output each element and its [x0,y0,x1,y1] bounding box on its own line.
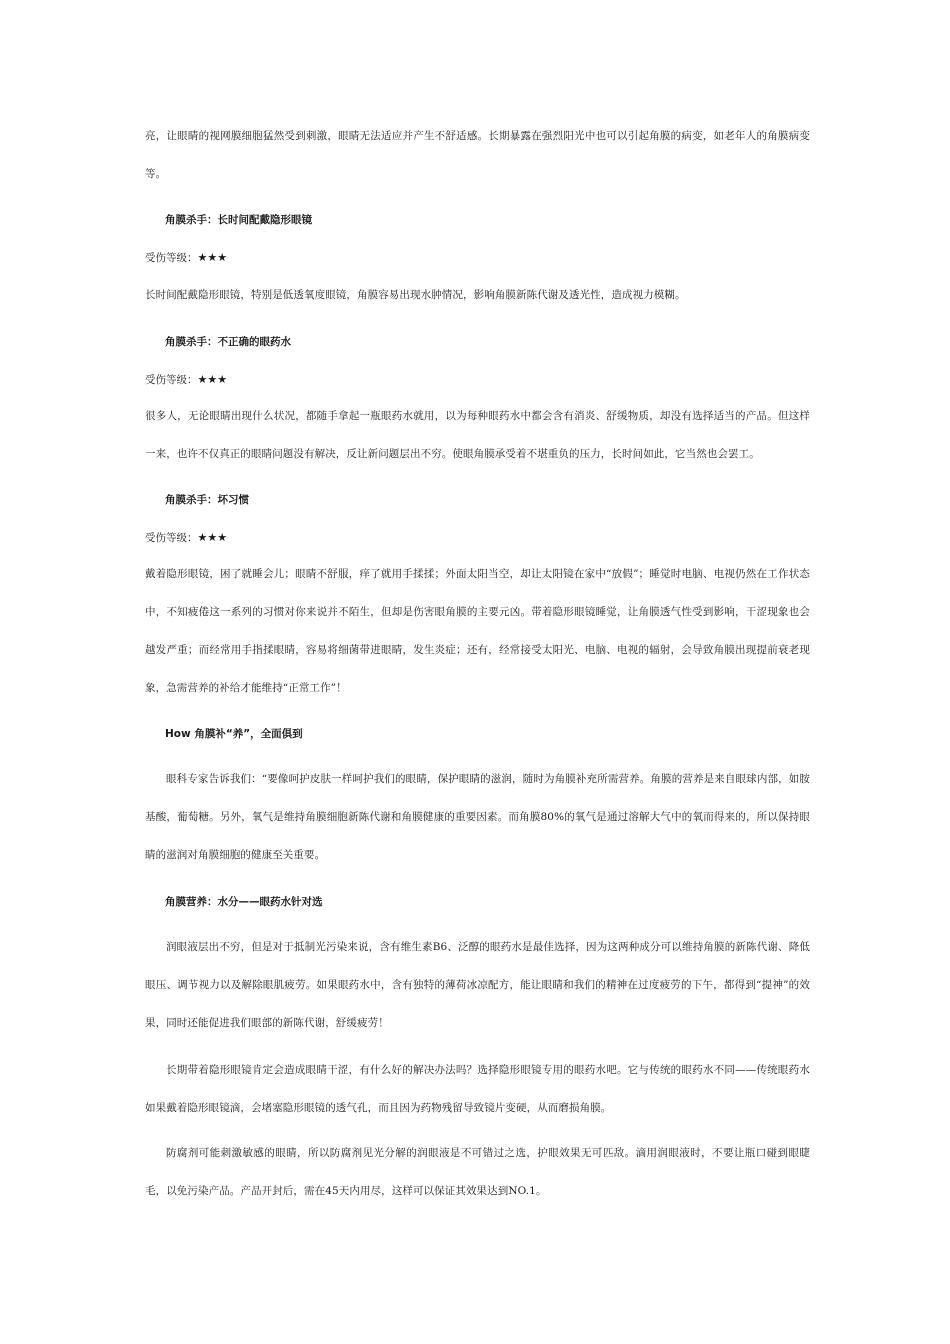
injury-rating-habits [145,528,810,548]
rating-label: 受伤等级： [145,252,198,264]
habits-paragraph: 戴着隐形眼镜，困了就睡会儿；眼睛不舒服，痒了就用手揉揉；外面太阳当空，却让太阳镜在家中“放假”；睡觉时电脑、电视仍然在工作状态中，不知疲倦这一系列的习惯对你来说并不陌生，但却是伤害眼角膜的主要元凶。带着隐形眼镜睡觉，让角膜透气性受到影响，干涩现象也会越发严重；而经常用手指揉眼睛，容易将细菌带进眼睛，发生炎症；还有，经常接受太阳光、电脑、电视的辐射，会导致角膜出现提前衰老现象，急需营养的补给才能维持“正常工作”！ [145,568,810,694]
rating-stars-icon: ★★★ [197,373,228,386]
rating-stars-icon: ★★★ [197,531,228,544]
water-paragraph-3: 防腐剂可能刺激敏感的眼睛，所以防腐剂见光分解的润眼液是不可错过之选，护眼效果无可匹敌。滴用润眼液时，不要让瓶口碰到眼睫毛，以免污染产品。产品开封后，需在45天内用尽，这样可以保证其效果达到NO.1。 [145,1147,810,1197]
rating-label: 受伤等级： [145,374,198,386]
injury-rating-contacts [145,248,810,268]
intro-paragraph: 亮，让眼睛的视网膜细胞猛然受到刺激，眼睛无法适应并产生不舒适感。长期暴露在强烈阳光中也可以引起角膜的病变，如老年人的角膜病变等。 [145,130,810,180]
section-heading-habits: 角膜杀手：坏习惯 [165,494,249,506]
water-paragraph-2: 长期带着隐形眼镜肯定会造成眼睛干涩，有什么好的解决办法吗？选择隐形眼镜专用的眼药水吧。它与传统的眼药水不同——传统眼药水如果戴着隐形眼镜滴，会堵塞隐形眼镜的透气孔，而且因为药物残留导致镜片变硬，从而磨损角膜。 [145,1064,810,1114]
contacts-paragraph: 长时间配戴隐形眼镜，特别是低透氧度眼镜，角膜容易出现水肿情况，影响角膜新陈代谢及透光性，造成视力模糊。 [145,289,686,301]
eyedrops-paragraph: 很多人，无论眼睛出现什么状况，都随手拿起一瓶眼药水就用，以为每种眼药水中都会含有消炎、舒缓物质，却没有选择适当的产品。但这样一来，也许不仅真正的眼睛问题没有解决，反让新问题层出不穷。使眼角膜承受着不堪重负的压力，长时间如此，它当然也会罢工。 [145,410,810,460]
rating-stars-icon: ★★★ [197,251,228,264]
how-paragraph: 眼科专家告诉我们：“要像呵护皮肤一样呵护我们的眼睛，保护眼睛的滋润，随时为角膜补充所需营养。角膜的营养是来自眼球内部，如胺基酸，葡萄糖。另外，氧气是维持角膜细胞新陈代谢和角膜健康的重要因素。而角膜80%的氧气是通过溶解大气中的氧而得来的，所以保持眼睛的滋润对角膜细胞的健康至关重要。 [145,773,810,861]
section-heading-contacts: 角膜杀手：长时间配戴隐形眼镜 [165,214,312,226]
rating-label: 受伤等级： [145,532,198,544]
injury-rating-eyedrops [145,370,810,390]
section-heading-water: 角膜营养：水分——眼药水针对选 [165,896,323,908]
section-heading-eyedrops: 角膜杀手：不正确的眼药水 [165,336,291,348]
section-heading-how: How 角膜补“养”，全面俱到 [165,728,303,740]
water-paragraph-1: 润眼液层出不穷，但是对于抵制光污染来说，含有维生素B6、泛醇的眼药水是最佳选择，因为这两种成分可以维持角膜的新陈代谢、降低眼压、调节视力以及解除眼肌疲劳。如果眼药水中，含有独特的薄荷冰凉配方，能让眼睛和我们的精神在过度疲劳的下午，都得到“提神”的效果，同时还能促进我们眼部的新陈代谢，舒缓疲劳！ [145,941,810,1029]
